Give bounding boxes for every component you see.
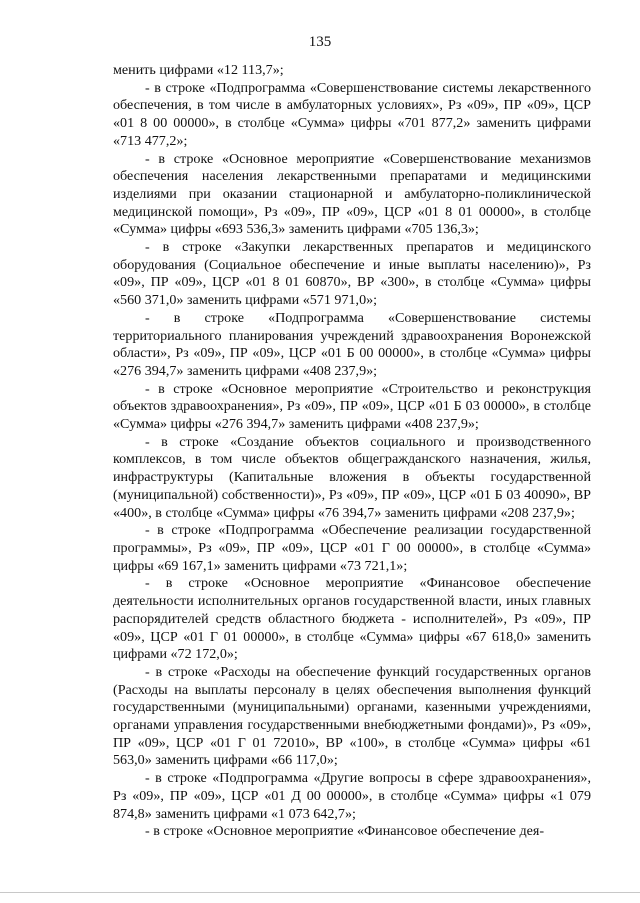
- document-body: [113, 62, 591, 841]
- paragraph-state-body-expenses: - в строке «Расходы на обеспечение функций государственных органов (Расходы на выплаты персоналу в целях обеспечения выполнения функций государственными (муниципальными) органами, казенными учреждениями, органами управления государственными внебюджетными фондами)», Рз «09», ПР «09», ЦСР «01 Г 01 72010», ВР «100», в столбце «Сумма» цифры «61 563,0» заменить цифрами «66 117,0»;: [113, 663, 591, 769]
- paragraph-main-event-mechanisms: - в строке «Основное мероприятие «Совершенствование механизмов обеспечения населения лекарственными препаратами и медицинскими изделиями при оказании стационарной и амбулаторно-поликлинической медицинской помощи», Рз «09», ПР «09», ЦСР «01 8 01 00000», в столбце «Сумма» цифры «693 536,3» заменить цифрами «705 136,3»;: [113, 150, 591, 238]
- paragraph-purchase-medicines: - в строке «Закупки лекарственных препаратов и медицинского оборудования (Социальное обеспечение и иные выплаты населению)», Рз «09», ПР «09», ЦСР «01 8 01 60870», ВР «300», в столбце «Сумма» цифры «560 371,0» заменить цифрами «571 971,0»;: [113, 239, 591, 309]
- paragraph-social-objects: - в строке «Создание объектов социального и производственного комплексов, в том числе объектов общегражданского назначения, жилья, инфраструктуры (Капитальные вложения в объекты государственной (муниципальной) собственности)», Рз «09», ПР «09», ЦСР «01 Б 03 40090», ВР «400», в столбце «Сумма» цифры «76 394,7» заменить цифрами «208 237,9»;: [113, 433, 591, 521]
- paragraph-main-event-construction: - в строке «Основное мероприятие «Строительство и реконструкция объектов здравоохранения», Рз «09», ПР «09», ЦСР «01 Б 03 00000», в столбце «Сумма» цифры «276 394,7» заменить цифрами «408 237,9»;: [113, 380, 591, 433]
- paragraph-subprogram-medicines: - в строке «Подпрограмма «Совершенствование системы лекарственного обеспечения, в том числе в амбулаторных условиях», Рз «09», ПР «09», ЦСР «01 8 00 00000», в столбце «Сумма» цифры «701 877,2» заменить цифрами «713 477,2»;: [113, 79, 591, 149]
- paragraph-main-event-financial-support-cont: - в строке «Основное мероприятие «Финансовое обеспечение дея-: [145, 823, 545, 840]
- paragraph-main-event-financial-support: - в строке «Основное мероприятие «Финансовое обеспечение деятельности исполнительных органов государственной власти, иных главных распорядителей средств областного бюджета - исполнителей», Рз «09», ПР «09», ЦСР «01 Г 01 00000», в столбце «Сумма» цифры «67 618,0» заменить цифрами «72 172,0»;: [113, 575, 591, 663]
- paragraph-subprogram-state-program: - в строке «Подпрограмма «Обеспечение реализации государственной программы», Рз «09», ПР «09», ЦСР «01 Г 00 00000», в столбце «Сумма» цифры «69 167,1» заменить цифрами «73 721,1»;: [113, 522, 591, 574]
- scan-edge-line: [0, 892, 640, 893]
- paragraph-continuation: менить цифрами «12 113,7»;: [113, 62, 284, 78]
- page-number: 135: [308, 34, 332, 50]
- paragraph-subprogram-other-healthcare: - в строке «Подпрограмма «Другие вопросы в сфере здравоохранения», Рз «09», ПР «09», ЦСР «01 Д 00 00000», в столбце «Сумма» цифры «1 079 874,8» заменить цифрами «1 073 642,7»;: [113, 770, 591, 822]
- paragraph-subprogram-territorial-planning: - в строке «Подпрограмма «Совершенствование системы территориального планирования учреждений здравоохранения Воронежской области», Рз «09», ПР «09», ЦСР «01 Б 00 00000», в столбце «Сумма» цифры «276 394,7» заменить цифрами «408 237,9»;: [113, 309, 591, 379]
